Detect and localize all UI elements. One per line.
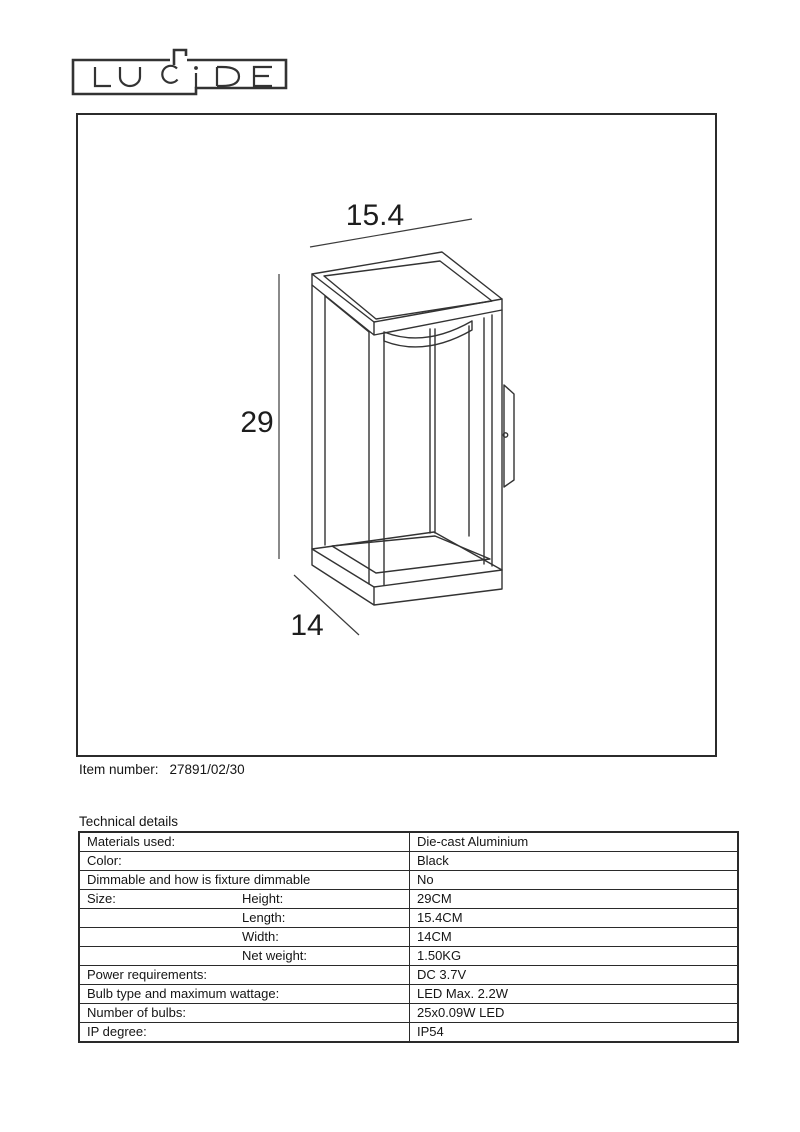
- logo-letter-u: [120, 67, 140, 86]
- row-label: Color:: [87, 853, 122, 868]
- table-row: [79, 1023, 738, 1043]
- lantern-back-post: [430, 326, 469, 536]
- table-row: [79, 909, 738, 928]
- lantern-front-post: [369, 332, 384, 585]
- logo-letter-l: [95, 67, 111, 86]
- row-label: Power requirements:: [87, 967, 207, 982]
- row-label: Materials used:: [87, 834, 176, 849]
- technical-details-table: [78, 831, 739, 1043]
- table-row: [79, 1004, 738, 1023]
- table-row: [79, 947, 738, 966]
- drawing-frame: [76, 113, 717, 757]
- row-sublabel: Length:: [242, 910, 286, 925]
- logo-letter-c: [162, 66, 177, 83]
- logo-letter-i-dot: [194, 66, 198, 70]
- logo-c-hook: [174, 50, 186, 65]
- table-row: [79, 871, 738, 890]
- row-value: 29CM: [410, 890, 739, 909]
- row-label: Size:: [87, 891, 116, 906]
- table-row: [79, 966, 738, 985]
- dim-height-label: 29: [240, 406, 274, 439]
- row-label: Bulb type and maximum wattage:: [87, 986, 280, 1001]
- technical-details-heading: Technical details: [79, 814, 179, 829]
- row-value: Black: [410, 852, 739, 871]
- technical-details-body: [79, 832, 738, 1042]
- logo-letter-e: [254, 67, 272, 86]
- row-value: No: [410, 871, 739, 890]
- table-row: [79, 852, 738, 871]
- item-number: [79, 762, 245, 777]
- row-value: Die-cast Aluminium: [410, 832, 739, 852]
- row-value: IP54: [410, 1023, 739, 1043]
- dim-length-label: 15.4: [345, 199, 405, 232]
- product-line-drawing: [78, 115, 715, 755]
- lantern-right-post: [484, 310, 502, 570]
- lantern-base-floor: [332, 536, 490, 573]
- table-row: [79, 928, 738, 947]
- row-label: IP degree:: [87, 1024, 147, 1039]
- row-label: Number of bulbs:: [87, 1005, 186, 1020]
- row-value: 25x0.09W LED: [410, 1004, 739, 1023]
- lantern-left-post: [312, 285, 325, 549]
- item-number-value: 27891/02/30: [169, 762, 245, 777]
- logo-letter-d: [217, 67, 239, 86]
- row-sublabel: Height:: [242, 891, 284, 906]
- row-sublabel: Width:: [242, 929, 279, 944]
- wall-bracket-plate: [504, 385, 514, 487]
- lucide-logo: [70, 44, 290, 98]
- item-number-label: Item number:: [79, 762, 159, 777]
- row-value: DC 3.7V: [410, 966, 739, 985]
- table-row: [79, 985, 738, 1004]
- row-value: LED Max. 2.2W: [410, 985, 739, 1004]
- table-row: [79, 832, 738, 852]
- row-label: Dimmable and how is fixture dimmable: [87, 872, 311, 887]
- lantern-base-bottom: [312, 549, 502, 605]
- row-sublabel: Net weight:: [242, 948, 308, 963]
- row-value: 14CM: [410, 928, 739, 947]
- wall-bracket-screw: [503, 433, 507, 437]
- row-value: 15.4CM: [410, 909, 739, 928]
- dim-width-label: 14: [290, 609, 324, 642]
- table-row: [79, 890, 738, 909]
- row-value: 1.50KG: [410, 947, 739, 966]
- lantern-base-rim: [312, 532, 502, 587]
